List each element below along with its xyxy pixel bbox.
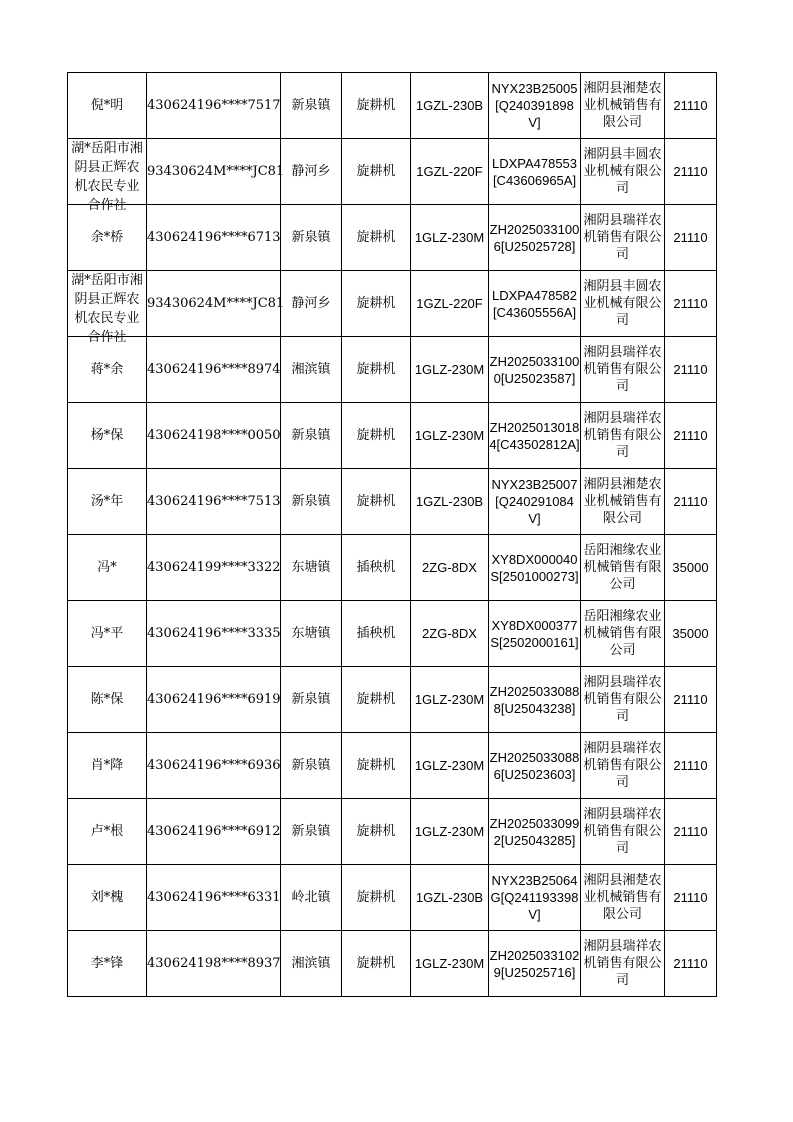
town-cell: 静河乡 <box>281 271 342 337</box>
buyer-name: 杨*保 <box>90 428 124 443</box>
buyer-name-cell <box>68 403 147 469</box>
serial-cell: ZH20250331006[U25025728] <box>489 205 581 271</box>
serial-cell: NYX23B25005[Q240391898V] <box>489 73 581 139</box>
amount-cell: 35000 <box>665 601 717 667</box>
amount-cell: 21110 <box>665 337 717 403</box>
amount-cell: 35000 <box>665 535 717 601</box>
buyer-name-cell <box>68 667 147 733</box>
serial-cell: LDXPA478582[C43605556A] <box>489 271 581 337</box>
town-cell: 东塘镇 <box>281 535 342 601</box>
dealer-cell: 湘阴县湘楚农业机械销售有限公司 <box>581 865 665 931</box>
model-cell: 1GLZ-230M <box>411 931 489 997</box>
buyer-name: 汤*年 <box>90 494 124 509</box>
model-cell: 2ZG-8DX <box>411 601 489 667</box>
table-row <box>68 73 717 139</box>
town-cell: 新泉镇 <box>281 205 342 271</box>
buyer-name-cell <box>68 271 147 345</box>
buyer-name: 肖*降 <box>90 758 124 773</box>
buyer-name: 蒋*余 <box>90 362 124 377</box>
id-number-cell: 430624196****6936 <box>147 733 281 799</box>
amount-cell: 21110 <box>665 865 717 931</box>
id-number-cell: 430624196****6331 <box>147 865 281 931</box>
buyer-name: 李*锋 <box>90 956 124 971</box>
town-cell: 新泉镇 <box>281 73 342 139</box>
amount-cell: 21110 <box>665 205 717 271</box>
dealer-cell: 湘阴县瑞祥农机销售有限公司 <box>581 733 665 799</box>
buyer-name: 冯*平 <box>90 626 124 641</box>
amount-cell: 21110 <box>665 403 717 469</box>
table-row <box>68 601 717 667</box>
serial-cell: NYX23B25064G[Q241193398V] <box>489 865 581 931</box>
id-number-cell: 430624196****8974 <box>147 337 281 403</box>
buyer-name: 陈*保 <box>90 692 124 707</box>
town-cell: 新泉镇 <box>281 733 342 799</box>
dealer-cell: 湘阴县湘楚农业机械销售有限公司 <box>581 73 665 139</box>
table-row <box>68 205 717 271</box>
buyer-name: 湖*岳阳市湘阴县正辉农机农民专业合作社 <box>71 273 143 345</box>
dealer-cell: 湘阴县瑞祥农机销售有限公司 <box>581 403 665 469</box>
serial-cell: ZH20250330886[U25023603] <box>489 733 581 799</box>
serial-cell: ZH20250331000[U25023587] <box>489 337 581 403</box>
amount-cell: 21110 <box>665 667 717 733</box>
town-cell: 新泉镇 <box>281 799 342 865</box>
dealer-cell: 湘阴县丰圆农业机械有限公司 <box>581 139 665 205</box>
id-number-cell: 430624196****6919 <box>147 667 281 733</box>
table-row <box>68 403 717 469</box>
table-row <box>68 733 717 799</box>
buyer-name: 倪*明 <box>90 98 124 113</box>
town-cell: 新泉镇 <box>281 667 342 733</box>
model-cell: 1GZL-230B <box>411 469 489 535</box>
town-cell: 东塘镇 <box>281 601 342 667</box>
id-number-cell: 430624198****0050 <box>147 403 281 469</box>
table-row <box>68 271 717 337</box>
id-number-cell: 430624196****6912 <box>147 799 281 865</box>
dealer-cell: 湘阴县瑞祥农机销售有限公司 <box>581 337 665 403</box>
amount-cell: 21110 <box>665 733 717 799</box>
buyer-name-cell <box>68 139 147 213</box>
model-cell: 1GZL-230B <box>411 73 489 139</box>
table-row <box>68 667 717 733</box>
machine-type-cell: 旋耕机 <box>342 337 411 403</box>
buyer-name-cell <box>68 799 147 865</box>
dealer-cell: 湘阴县瑞祥农机销售有限公司 <box>581 205 665 271</box>
buyer-name-cell <box>68 601 147 667</box>
serial-cell: XY8DX000377S[2502000161] <box>489 601 581 667</box>
machine-type-cell: 旋耕机 <box>342 469 411 535</box>
model-cell: 1GLZ-230M <box>411 799 489 865</box>
buyer-name: 湖*岳阳市湘阴县正辉农机农民专业合作社 <box>71 141 143 213</box>
serial-cell: ZH20250331029[U25025716] <box>489 931 581 997</box>
serial-cell: XY8DX000040S[2501000273] <box>489 535 581 601</box>
serial-cell: LDXPA478553[C43606965A] <box>489 139 581 205</box>
id-number-cell: 430624199****3322 <box>147 535 281 601</box>
model-cell: 1GLZ-230M <box>411 733 489 799</box>
buyer-name-cell <box>68 73 147 139</box>
dealer-cell: 湘阴县瑞祥农机销售有限公司 <box>581 799 665 865</box>
id-number-cell: 93430624M****JC81 <box>147 271 281 337</box>
id-number-cell: 430624196****6713 <box>147 205 281 271</box>
dealer-cell: 湘阴县湘楚农业机械销售有限公司 <box>581 469 665 535</box>
amount-cell: 21110 <box>665 73 717 139</box>
town-cell: 静河乡 <box>281 139 342 205</box>
id-number-cell: 93430624M****JC81 <box>147 139 281 205</box>
machine-type-cell: 旋耕机 <box>342 733 411 799</box>
amount-cell: 21110 <box>665 799 717 865</box>
id-number-cell: 430624196****7517 <box>147 73 281 139</box>
model-cell: 1GZL-220F <box>411 271 489 337</box>
buyer-name: 刘*槐 <box>90 890 124 905</box>
model-cell: 1GLZ-230M <box>411 403 489 469</box>
machine-type-cell: 插秧机 <box>342 535 411 601</box>
town-cell: 岭北镇 <box>281 865 342 931</box>
id-number-cell: 430624196****7513 <box>147 469 281 535</box>
serial-cell: NYX23B25007[Q240291084V] <box>489 469 581 535</box>
amount-cell: 21110 <box>665 139 717 205</box>
table-row <box>68 931 717 997</box>
town-cell: 湘滨镇 <box>281 337 342 403</box>
buyer-name: 卢*根 <box>90 824 124 839</box>
machine-type-cell: 旋耕机 <box>342 73 411 139</box>
buyer-name: 余*桥 <box>90 230 124 245</box>
machine-type-cell: 旋耕机 <box>342 799 411 865</box>
serial-cell: ZH20250330888[U25043238] <box>489 667 581 733</box>
machine-type-cell: 旋耕机 <box>342 667 411 733</box>
model-cell: 1GLZ-230M <box>411 337 489 403</box>
dealer-cell: 岳阳湘缘农业机械销售有限公司 <box>581 535 665 601</box>
dealer-cell: 湘阴县瑞祥农机销售有限公司 <box>581 931 665 997</box>
buyer-name-cell <box>68 931 147 997</box>
model-cell: 1GLZ-230M <box>411 205 489 271</box>
model-cell: 1GLZ-230M <box>411 667 489 733</box>
model-cell: 1GZL-220F <box>411 139 489 205</box>
buyer-name: 冯* <box>97 560 117 575</box>
buyer-name-cell <box>68 865 147 931</box>
machine-type-cell: 旋耕机 <box>342 931 411 997</box>
table-row <box>68 535 717 601</box>
town-cell: 新泉镇 <box>281 469 342 535</box>
table-row <box>68 469 717 535</box>
dealer-cell: 湘阴县丰圆农业机械有限公司 <box>581 271 665 337</box>
serial-cell: ZH20250330992[U25043285] <box>489 799 581 865</box>
subsidy-table <box>67 72 717 997</box>
table-row <box>68 337 717 403</box>
model-cell: 2ZG-8DX <box>411 535 489 601</box>
buyer-name-cell <box>68 535 147 601</box>
amount-cell: 21110 <box>665 271 717 337</box>
machine-type-cell: 旋耕机 <box>342 865 411 931</box>
town-cell: 新泉镇 <box>281 403 342 469</box>
town-cell: 湘滨镇 <box>281 931 342 997</box>
buyer-name-cell <box>68 733 147 799</box>
serial-cell: ZH20250130184[C43502812A] <box>489 403 581 469</box>
table-row <box>68 865 717 931</box>
table-row <box>68 799 717 865</box>
table-row <box>68 139 717 205</box>
machine-type-cell: 插秧机 <box>342 601 411 667</box>
buyer-name-cell <box>68 469 147 535</box>
dealer-cell: 湘阴县瑞祥农机销售有限公司 <box>581 667 665 733</box>
amount-cell: 21110 <box>665 469 717 535</box>
id-number-cell: 430624198****8937 <box>147 931 281 997</box>
machine-type-cell: 旋耕机 <box>342 403 411 469</box>
id-number-cell: 430624196****3335 <box>147 601 281 667</box>
amount-cell: 21110 <box>665 931 717 997</box>
machine-type-cell: 旋耕机 <box>342 205 411 271</box>
machine-type-cell: 旋耕机 <box>342 139 411 205</box>
table-body <box>68 73 717 997</box>
dealer-cell: 岳阳湘缘农业机械销售有限公司 <box>581 601 665 667</box>
model-cell: 1GZL-230B <box>411 865 489 931</box>
machine-type-cell: 旋耕机 <box>342 271 411 337</box>
